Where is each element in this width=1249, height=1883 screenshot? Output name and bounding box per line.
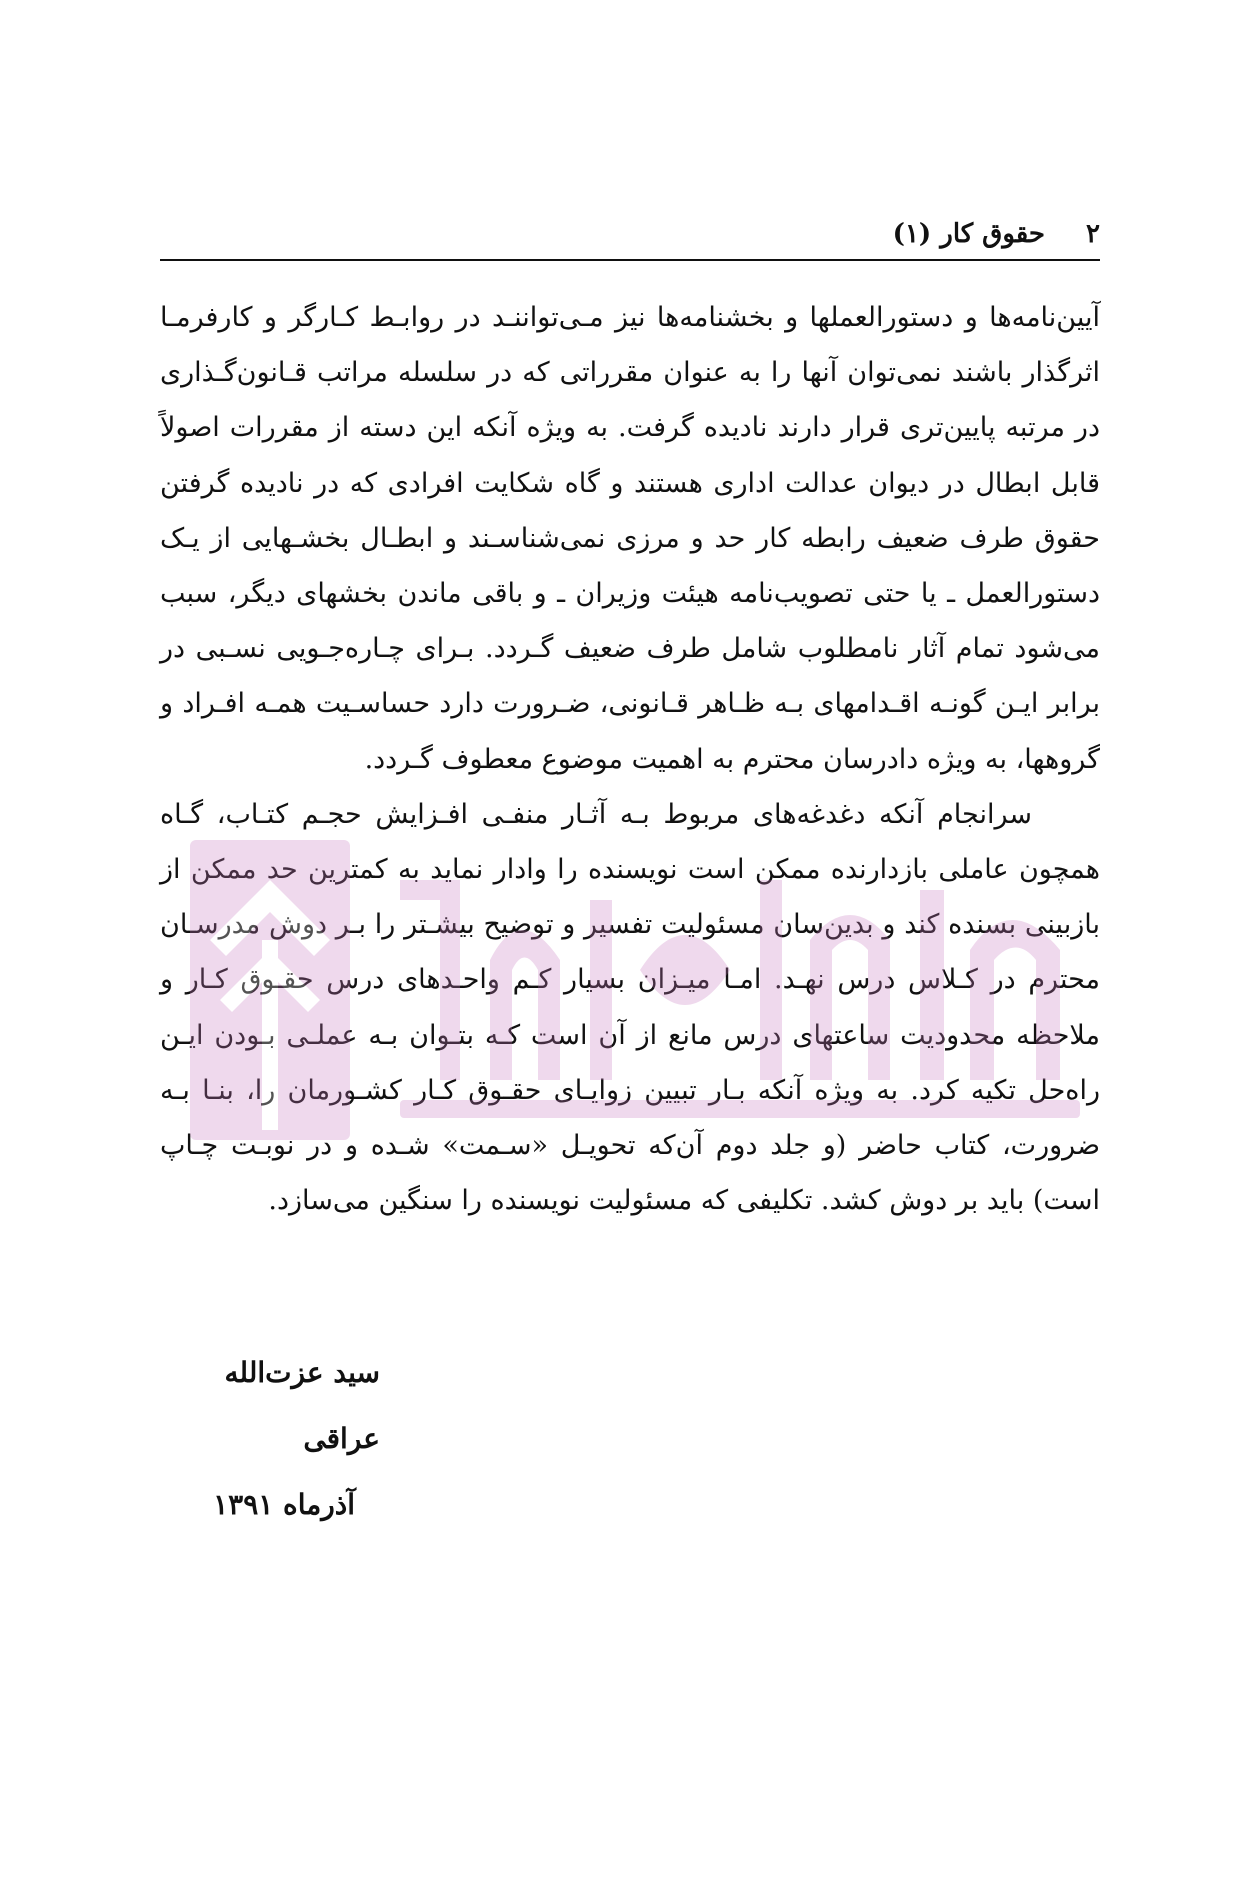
author-name: سید عزت‌الله عراقی xyxy=(224,1356,380,1455)
page-number: ۲ xyxy=(1086,219,1100,249)
running-title: حقوق کار (۱) xyxy=(892,219,1045,249)
signature-block xyxy=(160,1340,380,1538)
body-text xyxy=(160,290,1100,1228)
running-header xyxy=(160,215,1100,261)
paragraph-1: آیین‌نامه‌ها و دستورالعملها و بخشنامه‌ها نیز مـی‌تواننـد در روابـط کـارگر و کارفرمـا اثرگذار باشند نمی‌توان آنها را به عنوان مقرراتی که در سلسله مراتب قـانون‌گـذاری در مرتبه پایین‌تری قرار دارند نادیده گرفت. به ویژه آنکه این دسته از مقررات اصولاً قابل ابطال در دیوان عدالت اداری هستند و گاه شکایت افرادی که در نادیده گرفتن حقوق طرف ضعیف رابطه کار حد و مرزی نمی‌شناسـند و ابطـال بخشـهایی از یـک دستورالعمل ـ یا حتی تصویب‌نامه هیئت وزیران ـ و باقی ماندن بخشهای دیگر، سبب می‌شود تمام آثار نامطلوب شامل طرف ضعیف گـردد. بـرای چـاره‌جـویی نسـبی در برابر ایـن گونـه اقـدامهای بـه ظـاهر قـانونی، ضـرورت دارد حساسـیت همـه افـراد و گروهها، به ویژه دادرسان محترم به اهمیت موضوع معطوف گـردد. xyxy=(160,302,1100,775)
paragraph-2: سرانجام آنکه دغدغه‌های مربوط بـه آثـار منفـی افـزایش حجـم کتـاب، گـاه همچون عاملی بازدارنده ممکن است نویسنده را وادار نماید به کمترین حد ممکن از بازبینی بسنده کند و بدین‌سان مسئولیت تفسیر و توضیح بیشـتر را بـر دوش مدرسـان محترم در کـلاس درس نهـد. امـا میـزان بسیار کـم واحـدهای درس حقـوق کـار و ملاحظه محدودیت ساعتهای درس مانع از آن است کـه بتـوان بـه عملـی بـودن ایـن راه‌حل تکیه کرد. به ویژه آنکه بـار تبیین زوایـای حقـوق کـار کشـورمان را، بنـا بـه ضرورت، کتاب حاضر (و جلد دوم آن‌که تحویـل «سـمت» شـده و در نوبـت چـاپ است) باید بر دوش کشد. تکلیفی که مسئولیت نویسنده را سنگین می‌سازد. xyxy=(160,798,1100,1217)
signature-date: آذرماه ۱۳۹۱ xyxy=(213,1488,355,1521)
